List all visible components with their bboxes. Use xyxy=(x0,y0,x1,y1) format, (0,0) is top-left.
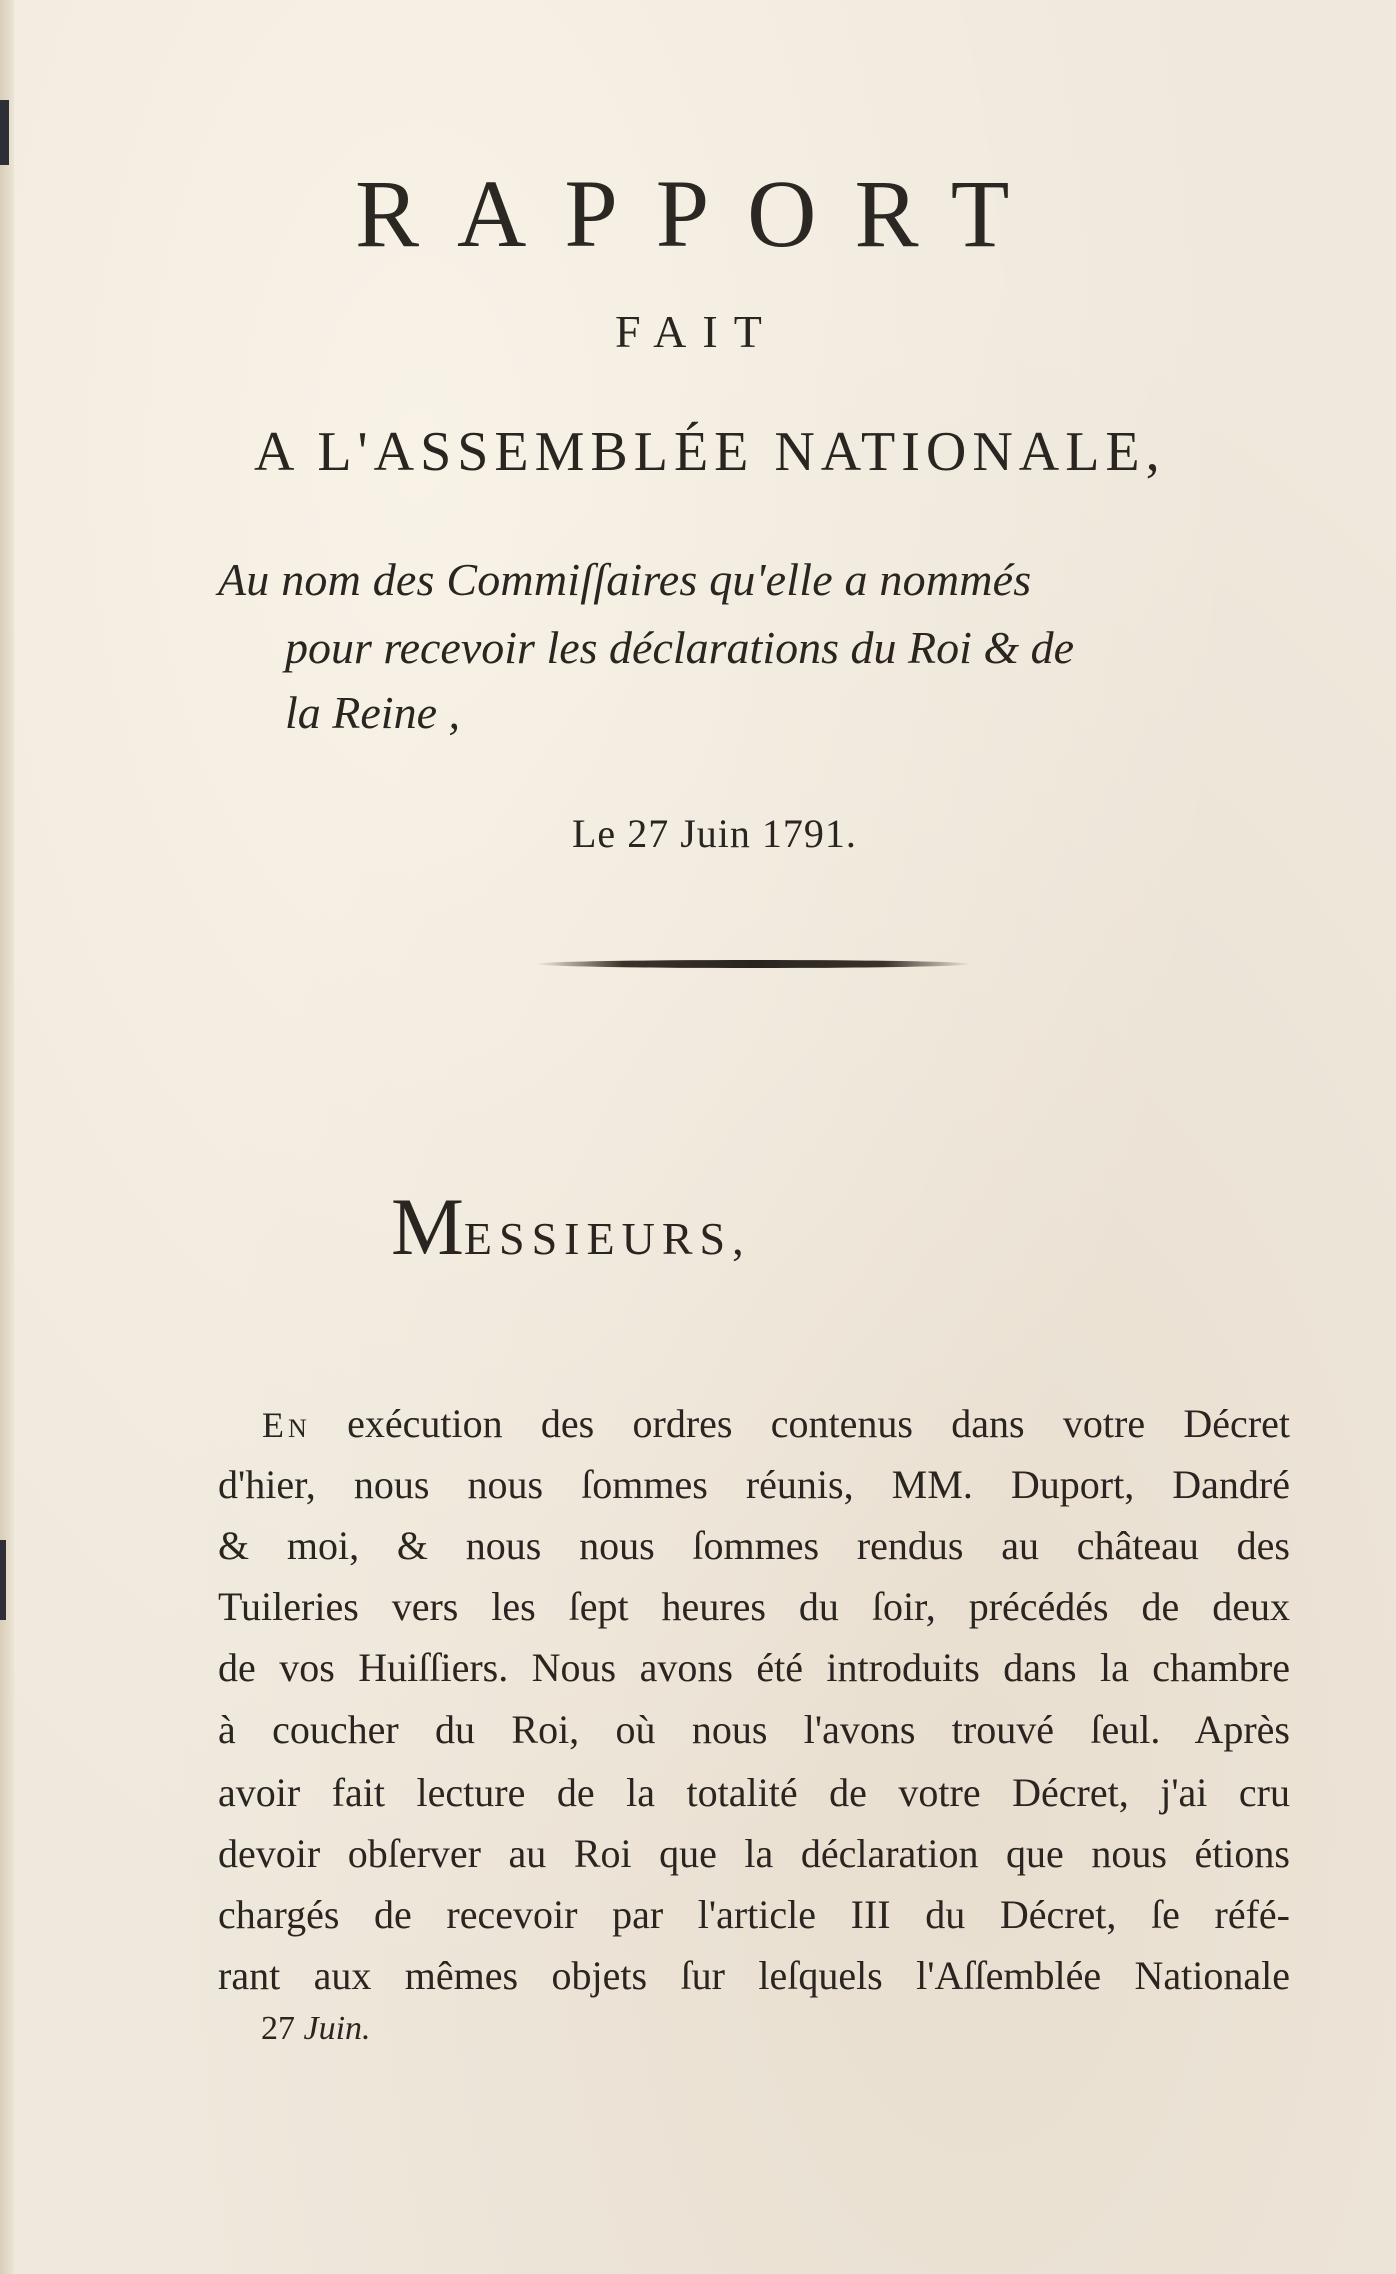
binding-tab xyxy=(0,1540,6,1620)
ornamental-rule xyxy=(536,960,971,968)
subtitle-fait: FAIT xyxy=(615,306,778,357)
body-line xyxy=(262,1400,1290,1447)
body-line: rant aux mêmes objets ſur leſquels l'Aſſemblée Nationale xyxy=(218,1953,1290,1998)
body-initial: E xyxy=(262,1405,288,1445)
signature-number: 27 xyxy=(261,2010,295,2047)
paper-left-edge xyxy=(0,0,14,2274)
salutation-rest: ESSIEURS, xyxy=(463,1213,751,1264)
italic-line: pour recevoir les déclarations du Roi & de xyxy=(285,622,1075,673)
body-line: d'hier, nous nous ſommes réunis, MM. Duport, Dandré xyxy=(218,1462,1290,1507)
body-line: avoir fait lecture de la totalité de votre Décret, j'ai cru xyxy=(218,1770,1290,1815)
binding-tab xyxy=(0,100,9,165)
salutation-initial: M xyxy=(391,1181,464,1272)
subtitle-assemblee: A L'ASSEMBLÉE NATIONALE, xyxy=(254,421,1166,483)
italic-line: la Reine , xyxy=(285,687,460,738)
body-line: de vos Huiſſiers. Nous avons été introduits dans la chambre xyxy=(218,1645,1290,1690)
italic-line: Au nom des Commiſſaires qu'elle a nommés xyxy=(218,554,1032,605)
body-line: chargés de recevoir par l'article III du Décret, ſe réfé- xyxy=(218,1892,1290,1937)
body-line: & moi, & nous nous ſommes rendus au château des xyxy=(218,1523,1290,1568)
body-line: devoir obſerver au Roi que la déclaration que nous étions xyxy=(218,1831,1290,1876)
body-line: Tuileries vers les ſept heures du ſoir, précédés de deux xyxy=(218,1584,1290,1629)
body-initial-smallcap: N xyxy=(288,1414,309,1443)
document-title: RAPPORT xyxy=(355,160,1048,267)
page-signature xyxy=(261,2010,371,2048)
document-date: Le 27 Juin 1791. xyxy=(572,811,857,856)
salutation xyxy=(391,1180,751,1274)
signature-word: Juin. xyxy=(303,2010,371,2047)
body-line: à coucher du Roi, où nous l'avons trouvé ſeul. Après xyxy=(218,1707,1290,1752)
body-line-text: exécution des ordres contenus dans votre Décret xyxy=(308,1401,1290,1446)
